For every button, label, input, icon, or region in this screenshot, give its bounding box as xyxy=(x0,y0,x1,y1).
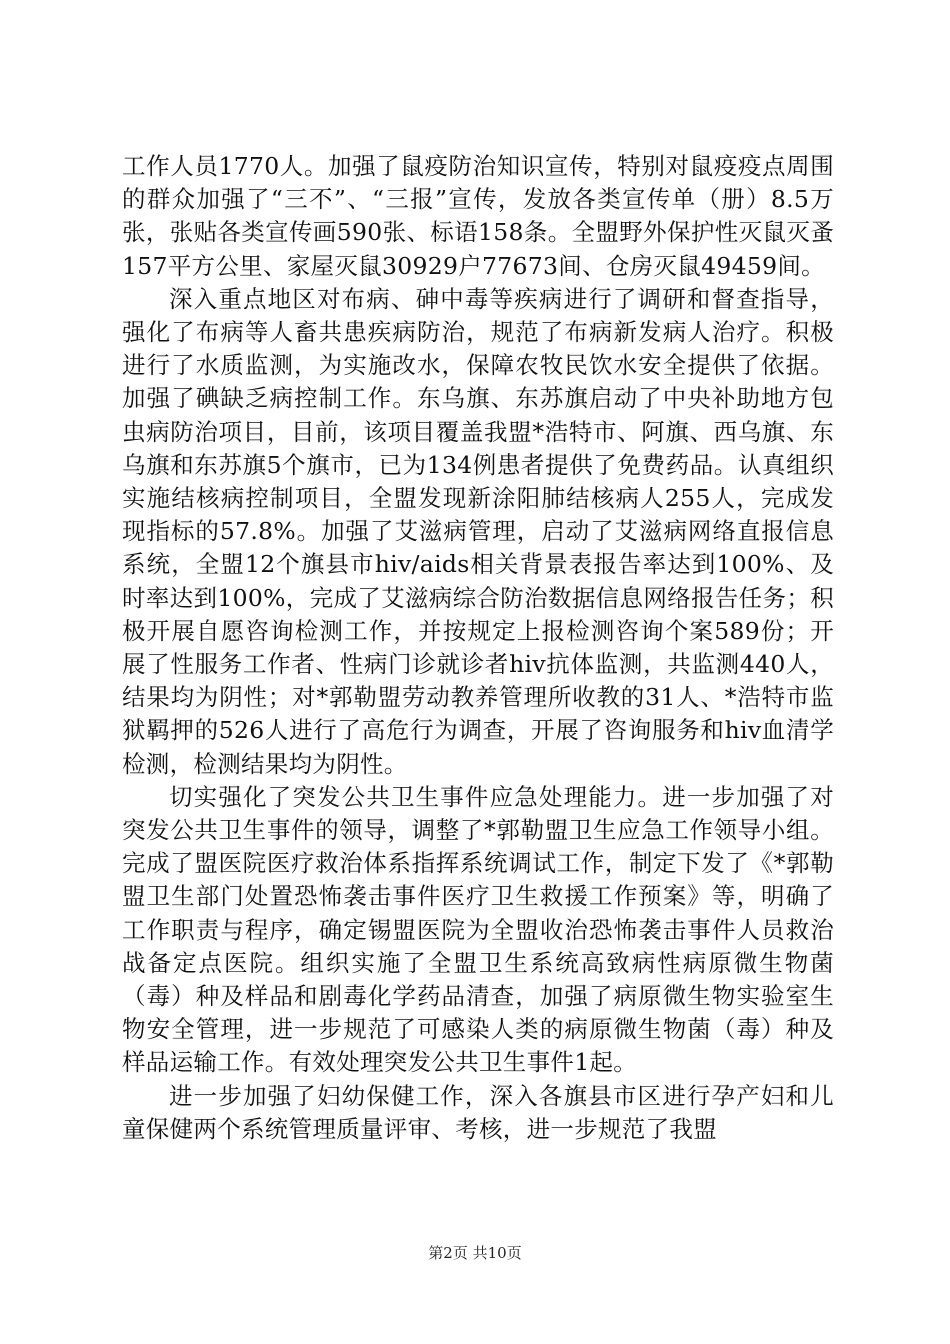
document-body xyxy=(122,150,834,1146)
paragraph-emergency-response: 切实强化了突发公共卫生事件应急处理能力。进一步加强了对突发公共卫生事件的领导，调整了*郭勒盟卫生应急工作领导小组。完成了盟医院医疗救治体系指挥系统调试工作，制定下发了《*郭勒盟卫生部门处置恐怖袭击事件医疗卫生救援工作预案》等，明确了工作职责与程序，确定锡盟医院为全盟收治恐怖袭击事件人员救治战备定点医院。组织实施了全盟卫生系统高致病性病原微生物菌（毒）种及样品和剧毒化学药品清查，加强了病原微生物实验室生物安全管理，进一步规范了可感染人类的病原微生物菌（毒）种及样品运输工作。有效处理突发公共卫生事件1起。 xyxy=(122,782,834,1077)
paragraph-disease-control: 深入重点地区对布病、砷中毒等疾病进行了调研和督查指导，强化了布病等人畜共患疾病防治，规范了布病新发病人治疗。积极进行了水质监测，为实施改水，保障农牧民饮水安全提供了依据。加强了碘缺乏病控制工作。东乌旗、东苏旗启动了中央补助地方包虫病防治项目，目前，该项目覆盖我盟*浩特市、阿旗、西乌旗、东乌旗和东苏旗5个旗市，已为134例患者提供了免费药品。认真组织实施结核病控制项目，全盟发现新涂阳肺结核病人255人，完成发现指标的57.8%。加强了艾滋病管理，启动了艾滋病网络直报信息系统，全盟12个旗县市hiv/aids相关背景表报告率达到100%、及时率达到100%，完成了艾滋病综合防治数据信息网络报告任务；积极开展自愿咨询检测工作，并按规定上报检测咨询个案589份；开展了性服务工作者、性病门诊就诊者hiv抗体监测，共监测440人，结果均为阴性；对*郭勒盟劳动教养管理所收教的31人、*浩特市监狱羁押的526人进行了高危行为调查，开展了咨询服务和hiv血清学检测，检测结果均为阴性。 xyxy=(122,284,834,778)
paragraph-maternal-child-health: 进一步加强了妇幼保健工作，深入各旗县市区进行孕产妇和儿童保健两个系统管理质量评审、考核，进一步规范了我盟 xyxy=(122,1081,834,1143)
paragraph-rodent-control: 工作人员1770人。加强了鼠疫防治知识宣传，特别对鼠疫疫点周围的群众加强了“三不”、“三报”宣传，发放各类宣传单（册）8.5万张，张贴各类宣传画590张、标语158条。全盟野外保护性灭鼠灭蚤157平方公里、家屋灭鼠30929户77673间、仓房灭鼠49459间。 xyxy=(122,152,834,280)
page-number-footer: 第2页 共10页 xyxy=(428,1244,522,1262)
